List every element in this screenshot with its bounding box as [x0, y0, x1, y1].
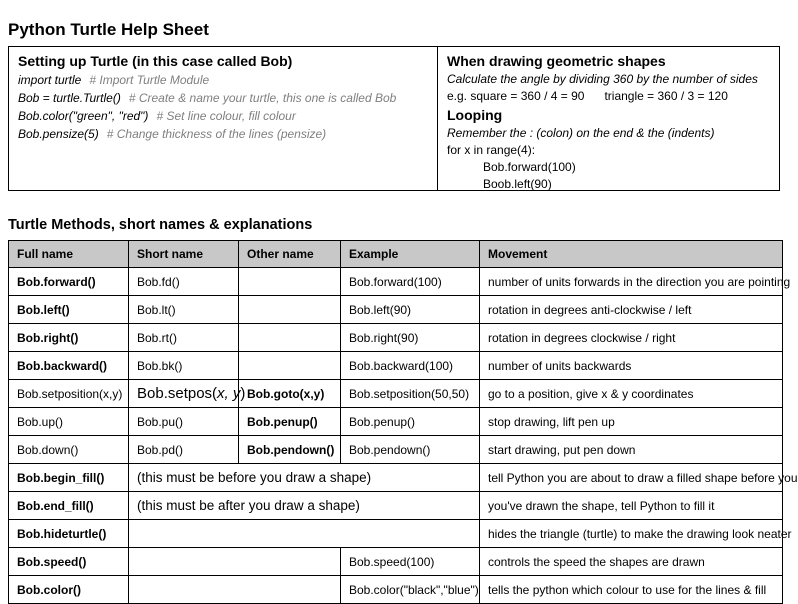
looping-note: Remember the : (colon) on the end & the (indents) [447, 126, 715, 140]
cell-example: Bob.backward(100) [341, 352, 480, 380]
code-text: Bob.pensize(5) [18, 127, 99, 141]
table-row [9, 408, 783, 436]
cell-full-name: Bob.backward() [9, 352, 129, 380]
setup-box-title: Setting up Turtle (in this case called Bob) [18, 53, 293, 69]
cell-full-name: Bob.hideturtle() [9, 520, 129, 548]
cell-example: Bob.left(90) [341, 296, 480, 324]
cell-short-name: Bob.lt() [129, 296, 239, 324]
cell-example: Bob.setposition(50,50) [341, 380, 480, 408]
cell-merged-empty [129, 548, 341, 576]
cell-full-name: Bob.end_fill() [9, 492, 129, 520]
info-boxes [8, 46, 780, 191]
cell-movement: you've drawn the shape, tell Python to fill it [480, 492, 783, 520]
cell-movement: hides the triangle (turtle) to make the drawing look neater [480, 520, 783, 548]
table-row [9, 436, 783, 464]
cell-full-name: Bob.left() [9, 296, 129, 324]
setpos-prefix: Bob.setpos( [137, 385, 218, 402]
cell-full-name: Bob.down() [9, 436, 129, 464]
cell-merged-empty [129, 576, 341, 604]
cell-full-name: Bob.speed() [9, 548, 129, 576]
cell-note: (this must be after you draw a shape) [129, 492, 480, 520]
loop-code-line: Boob.left(90) [483, 177, 552, 191]
table-row [9, 380, 783, 408]
cell-example: Bob.color("black","blue") [341, 576, 480, 604]
cell-other-name [239, 268, 341, 296]
cell-movement: controls the speed the shapes are drawn [480, 548, 783, 576]
angle-note: Calculate the angle by dividing 360 by the number of sides [447, 72, 758, 86]
cell-example: Bob.speed(100) [341, 548, 480, 576]
cell-short-name: Bob.pu() [129, 408, 239, 436]
cell-other-name: Bob.penup() [239, 408, 341, 436]
code-text: Bob = turtle.Turtle() [18, 91, 121, 105]
setup-code-line [18, 107, 428, 125]
code-comment: # Change thickness of the lines (pensize) [106, 127, 327, 141]
cell-full-name: Bob.right() [9, 324, 129, 352]
table-row [9, 324, 783, 352]
table-row [9, 296, 783, 324]
methods-heading: Turtle Methods, short names & explanations [8, 217, 313, 234]
code-text: import turtle [18, 73, 82, 87]
cell-full-name: Bob.color() [9, 576, 129, 604]
cell-full-name: Bob.setposition(x,y) [9, 380, 129, 408]
loop-code-line: for x in range(4): [447, 143, 536, 157]
cell-movement: tell Python you are about to draw a filled shape before you [480, 464, 783, 492]
cell-movement: start drawing, put pen down [480, 436, 783, 464]
table-row [9, 464, 783, 492]
table-row [9, 268, 783, 296]
cell-other-name [239, 296, 341, 324]
cell-movement: tells the python which colour to use for the lines & fill [480, 576, 783, 604]
page-title: Python Turtle Help Sheet [8, 20, 209, 40]
table-row [9, 492, 783, 520]
table-row [9, 520, 783, 548]
col-header-short-name: Short name [129, 241, 239, 268]
code-comment: # Create & name your turtle, this one is called Bob [128, 91, 397, 105]
cell-short-name: Bob.fd() [129, 268, 239, 296]
cell-example: Bob.pendown() [341, 436, 480, 464]
cell-other-name [239, 324, 341, 352]
cell-note: (this must be before you draw a shape) [129, 464, 480, 492]
setup-code-line [18, 71, 428, 89]
cell-movement: number of units backwards [480, 352, 783, 380]
cell-short-name: Bob.rt() [129, 324, 239, 352]
cell-short-name [129, 380, 246, 408]
loop-code-line: Bob.forward(100) [483, 160, 576, 174]
code-comment: # Import Turtle Module [89, 73, 210, 87]
table-row [9, 548, 783, 576]
setpos-params: x, y [217, 385, 241, 402]
setup-code-line [18, 89, 428, 107]
shapes-box-title: When drawing geometric shapes [447, 53, 666, 69]
col-header-example: Example [341, 241, 480, 268]
setup-code-line [18, 125, 428, 143]
cell-other-name [239, 352, 341, 380]
col-header-other-name: Other name [239, 241, 341, 268]
cell-example: Bob.forward(100) [341, 268, 480, 296]
setpos-suffix: ) [240, 385, 246, 402]
methods-table [8, 240, 798, 604]
cell-movement: stop drawing, lift pen up [480, 408, 783, 436]
code-text: Bob.color("green", "red") [18, 109, 149, 123]
table-header-row [9, 241, 783, 268]
cell-movement: go to a position, give x & y coordinates [480, 380, 783, 408]
col-header-movement: Movement [480, 241, 783, 268]
cell-movement: rotation in degrees anti-clockwise / left [480, 296, 783, 324]
geometric-shapes-box [438, 46, 780, 191]
cell-short-name: Bob.pd() [129, 436, 239, 464]
setup-turtle-box [8, 46, 438, 191]
cell-example: Bob.penup() [341, 408, 480, 436]
cell-movement: rotation in degrees clockwise / right [480, 324, 783, 352]
cell-full-name: Bob.up() [9, 408, 129, 436]
cell-movement: number of units forwards in the direction you are pointing [480, 268, 783, 296]
angle-examples: e.g. square = 360 / 4 = 90 triangle = 360 / 3 = 120 [447, 89, 728, 103]
cell-short-name: Bob.bk() [129, 352, 239, 380]
cell-full-name: Bob.begin_fill() [9, 464, 129, 492]
cell-note [129, 520, 480, 548]
cell-full-name: Bob.forward() [9, 268, 129, 296]
code-comment: # Set line colour, fill colour [156, 109, 296, 123]
looping-title: Looping [447, 107, 503, 123]
cell-other-name: Bob.pendown() [239, 436, 341, 464]
table-row [9, 576, 783, 604]
table-row [9, 352, 783, 380]
col-header-full-name: Full name [9, 241, 129, 268]
cell-other-name: Bob.goto(x,y) [239, 380, 341, 408]
cell-example: Bob.right(90) [341, 324, 480, 352]
